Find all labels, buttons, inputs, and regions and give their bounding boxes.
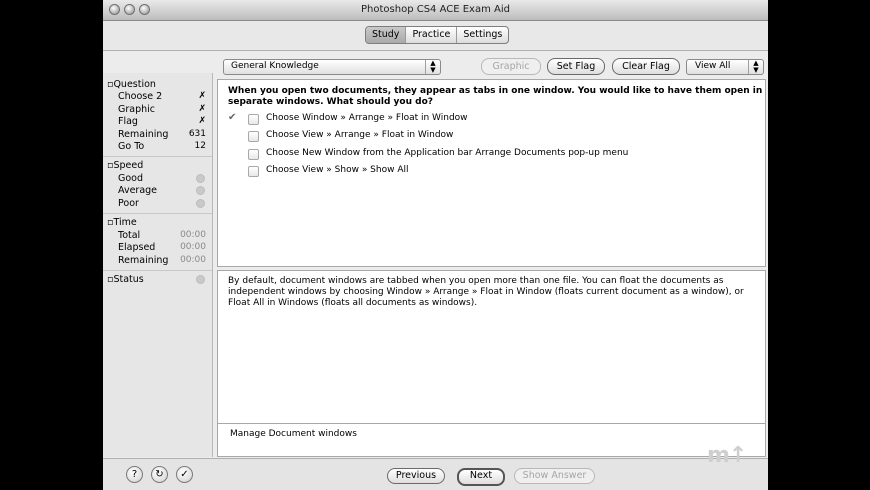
- sidebar-remaining-label: Remaining: [118, 129, 169, 140]
- divider: [103, 270, 212, 271]
- correct-answer-check-icon: ✔: [228, 112, 237, 123]
- toolbar: [103, 21, 768, 51]
- check-icon[interactable]: ✓: [176, 466, 193, 483]
- sidebar-section-question[interactable]: ▫Question: [107, 79, 156, 90]
- answer-checkbox[interactable]: [248, 131, 259, 142]
- tab-practice[interactable]: Practice: [406, 27, 457, 43]
- help-icon[interactable]: ?: [126, 466, 143, 483]
- time-total-label: Total: [118, 230, 141, 241]
- divider: [103, 213, 212, 214]
- time-remaining-value: 00:00: [180, 255, 206, 265]
- show-answer-button[interactable]: Show Answer: [514, 468, 595, 484]
- category-dropdown[interactable]: [223, 59, 441, 75]
- speed-good-indicator-icon: [196, 174, 205, 183]
- sidebar-goto-label[interactable]: Go To: [118, 141, 145, 152]
- bottom-bar: [103, 458, 768, 490]
- speed-poor-indicator-icon: [196, 199, 205, 208]
- app-window: [103, 0, 768, 490]
- updown-arrows-icon: ▲ ▼: [748, 60, 763, 74]
- time-total-value: 00:00: [180, 230, 206, 240]
- sidebar-graphic-label: Graphic: [118, 104, 156, 115]
- speed-average-label: Average: [118, 185, 158, 196]
- category-value: General Knowledge: [231, 61, 319, 71]
- time-elapsed-value: 00:00: [180, 242, 206, 252]
- macupdate-watermark-logo: m↑: [707, 443, 747, 468]
- speed-good-label: Good: [118, 173, 144, 184]
- answer-label: Choose View » Arrange » Float in Window: [266, 130, 454, 140]
- answer-checkbox[interactable]: [248, 149, 259, 160]
- view-filter-value: View All: [695, 61, 731, 71]
- clear-flag-button[interactable]: Clear Flag: [612, 58, 680, 75]
- tab-settings[interactable]: Settings: [463, 29, 503, 40]
- explanation-panel: [217, 270, 766, 424]
- main-content: [215, 51, 768, 457]
- status-indicator-icon: [196, 275, 205, 284]
- title-bar: [103, 0, 768, 21]
- remaining-count: 631: [188, 129, 206, 139]
- refresh-icon[interactable]: ↻: [151, 466, 168, 483]
- explanation-text: By default, document windows are tabbed when you open more than one file. You can float the documents as independent windows by choosing Window » Arrange » Float in Window (floats current document as a window), or Float All in Windows (floats all documents as windows).: [228, 276, 744, 308]
- goto-value[interactable]: 12: [194, 141, 206, 151]
- sidebar-section-time[interactable]: ▫Time: [107, 217, 137, 228]
- divider: [103, 156, 212, 157]
- answer-label: Choose Window » Arrange » Float in Window: [266, 113, 468, 123]
- updown-arrows-icon: ▲ ▼: [425, 60, 440, 74]
- answer-checkbox[interactable]: [248, 166, 259, 177]
- tab-study[interactable]: Study: [366, 27, 406, 43]
- time-elapsed-label: Elapsed: [118, 242, 156, 253]
- answer-checkbox[interactable]: [248, 114, 259, 125]
- answer-label: Choose New Window from the Application bar Arrange Documents pop-up menu: [266, 148, 629, 158]
- time-remaining-label: Remaining: [118, 255, 169, 266]
- speed-average-indicator-icon: [196, 186, 205, 195]
- set-flag-button[interactable]: Set Flag: [547, 58, 605, 75]
- answer-label: Choose View » Show » Show All: [266, 165, 409, 175]
- topic-text: Manage Document windows: [230, 429, 357, 439]
- topic-panel: [217, 423, 766, 457]
- sidebar: [103, 73, 213, 457]
- window-title: Photoshop CS4 ACE Exam Aid: [361, 4, 510, 15]
- choose-x-icon: ✗: [198, 91, 206, 101]
- sidebar-section-status[interactable]: ▫Status: [107, 274, 144, 285]
- graphic-x-icon: ✗: [198, 104, 206, 114]
- speed-poor-label: Poor: [118, 198, 139, 209]
- flag-x-icon: ✗: [198, 116, 206, 126]
- sidebar-section-speed[interactable]: ▫Speed: [107, 160, 144, 171]
- question-panel: [217, 79, 766, 267]
- previous-button[interactable]: Previous: [387, 468, 445, 484]
- question-text: When you open two documents, they appear as tabs in one window. You would like to have them open in separate windows. What should you do?: [228, 86, 763, 107]
- sidebar-flag-label: Flag: [118, 116, 138, 127]
- graphic-button[interactable]: Graphic: [481, 58, 541, 75]
- view-filter-dropdown[interactable]: [686, 59, 764, 75]
- sidebar-choose-label: Choose 2: [118, 91, 163, 102]
- next-button[interactable]: Next: [457, 468, 505, 486]
- mode-segmented-control: [365, 26, 509, 44]
